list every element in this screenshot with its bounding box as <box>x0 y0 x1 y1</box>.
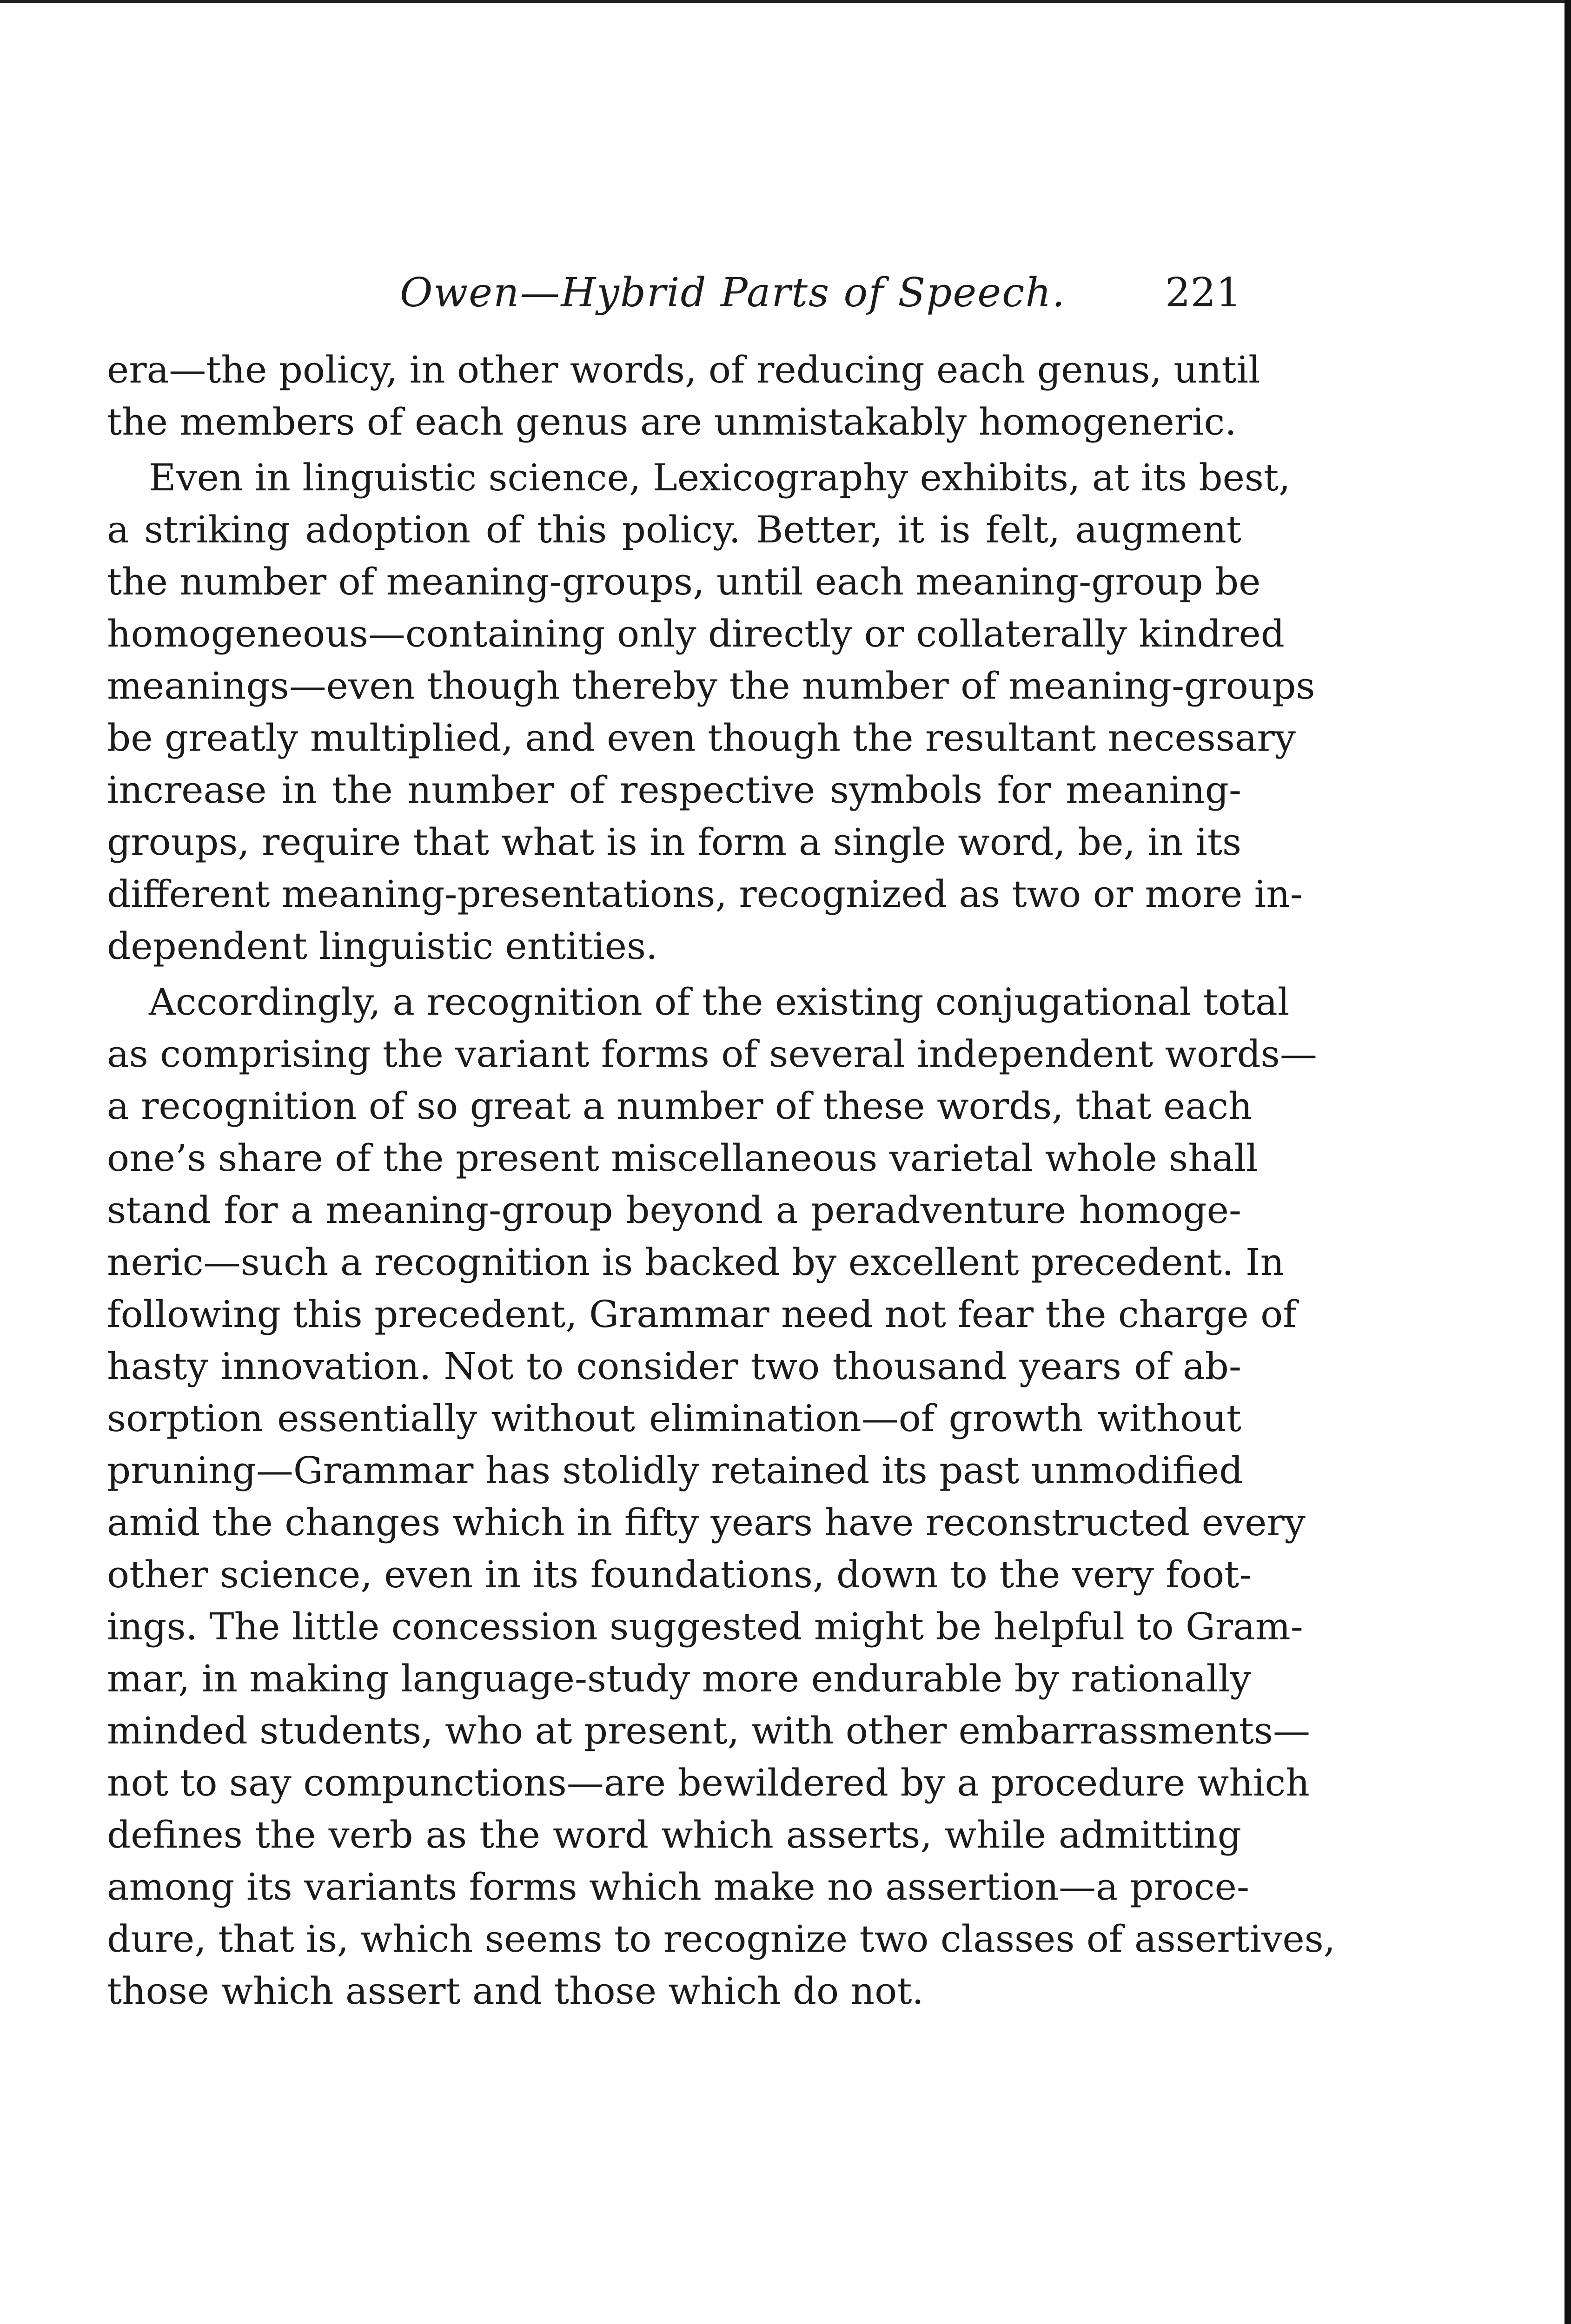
paragraph-1 <box>107 344 1260 448</box>
text-line: Accordingly, a recognition of the existing conjugational total <box>149 980 1290 1023</box>
text-line: different meaning-presentations, recognized as two or more in- <box>107 872 1303 916</box>
text-line: pruning—Grammar has stolidly retained its past unmodified <box>107 1449 1243 1492</box>
text-line: neric—such a recognition is backed by excellent precedent. In <box>107 1241 1285 1284</box>
text-line: dure, that is, which seems to recognize two classes of assertives, <box>107 1917 1336 1961</box>
text-line: minded students, who at present, with other embarrassments— <box>107 1709 1310 1752</box>
text-line: amid the changes which in fifty years have reconstructed every <box>107 1501 1306 1544</box>
text-line: mar, in making language-study more endurable by rationally <box>107 1657 1251 1700</box>
text-line: defines the verb as the word which asserts, while admitting <box>107 1813 1241 1856</box>
text-line: among its variants forms which make no assertion—a proce- <box>107 1865 1250 1908</box>
page-number: 221 <box>1165 270 1241 316</box>
text-line: following this precedent, Grammar need not fear the charge of <box>107 1293 1297 1336</box>
text-line: be greatly multiplied, and even though the resultant necessary <box>107 716 1296 759</box>
paragraph-2 <box>107 452 1315 972</box>
running-head-title: Owen—Hybrid Parts of Speech. <box>400 270 1066 316</box>
text-line: dependent linguistic entities. <box>107 924 658 968</box>
text-line: a recognition of so great a number of these words, that each <box>107 1084 1253 1128</box>
text-line: those which assert and those which do not. <box>107 1969 924 2013</box>
text-line: not to say compunctions—are bewildered by a procedure which <box>107 1761 1310 1804</box>
text-line: era—the policy, in other words, of reducing each genus, until <box>107 348 1260 391</box>
text-line: increase in the number of respective symbols for meaning- <box>107 768 1241 812</box>
text-line: Even in linguistic science, Lexicography exhibits, at its best, <box>149 456 1291 499</box>
body-text <box>107 344 1336 2017</box>
scan-border-right <box>1564 0 1571 2324</box>
scan-border-top <box>0 0 1571 3</box>
text-line: hasty innovation. Not to consider two thousand years of ab- <box>107 1345 1241 1388</box>
paragraph-3 <box>107 976 1336 2017</box>
text-line: one’s share of the present miscellaneous varietal whole shall <box>107 1136 1258 1180</box>
text-line: stand for a meaning-group beyond a peradventure homoge- <box>107 1188 1241 1232</box>
running-head <box>107 260 1241 316</box>
text-line: homogeneous—containing only directly or collaterally kindred <box>107 612 1285 655</box>
text-line: sorption essentially without elimination—of growth without <box>107 1397 1241 1440</box>
text-line: meanings—even though thereby the number of meaning-groups <box>107 664 1315 707</box>
text-line: ings. The little concession suggested might be helpful to Gram- <box>107 1605 1303 1648</box>
text-line: the members of each genus are unmistakably homogeneric. <box>107 400 1237 443</box>
text-line: other science, even in its foundations, down to the very foot- <box>107 1553 1252 1596</box>
text-line: groups, require that what is in form a single word, be, in its <box>107 820 1241 864</box>
page <box>107 260 1336 2021</box>
text-line: as comprising the variant forms of several independent words— <box>107 1032 1317 1076</box>
text-line: a striking adoption of this policy. Better, it is felt, augment <box>107 508 1241 551</box>
text-line: the number of meaning-groups, until each meaning-group be <box>107 560 1261 603</box>
